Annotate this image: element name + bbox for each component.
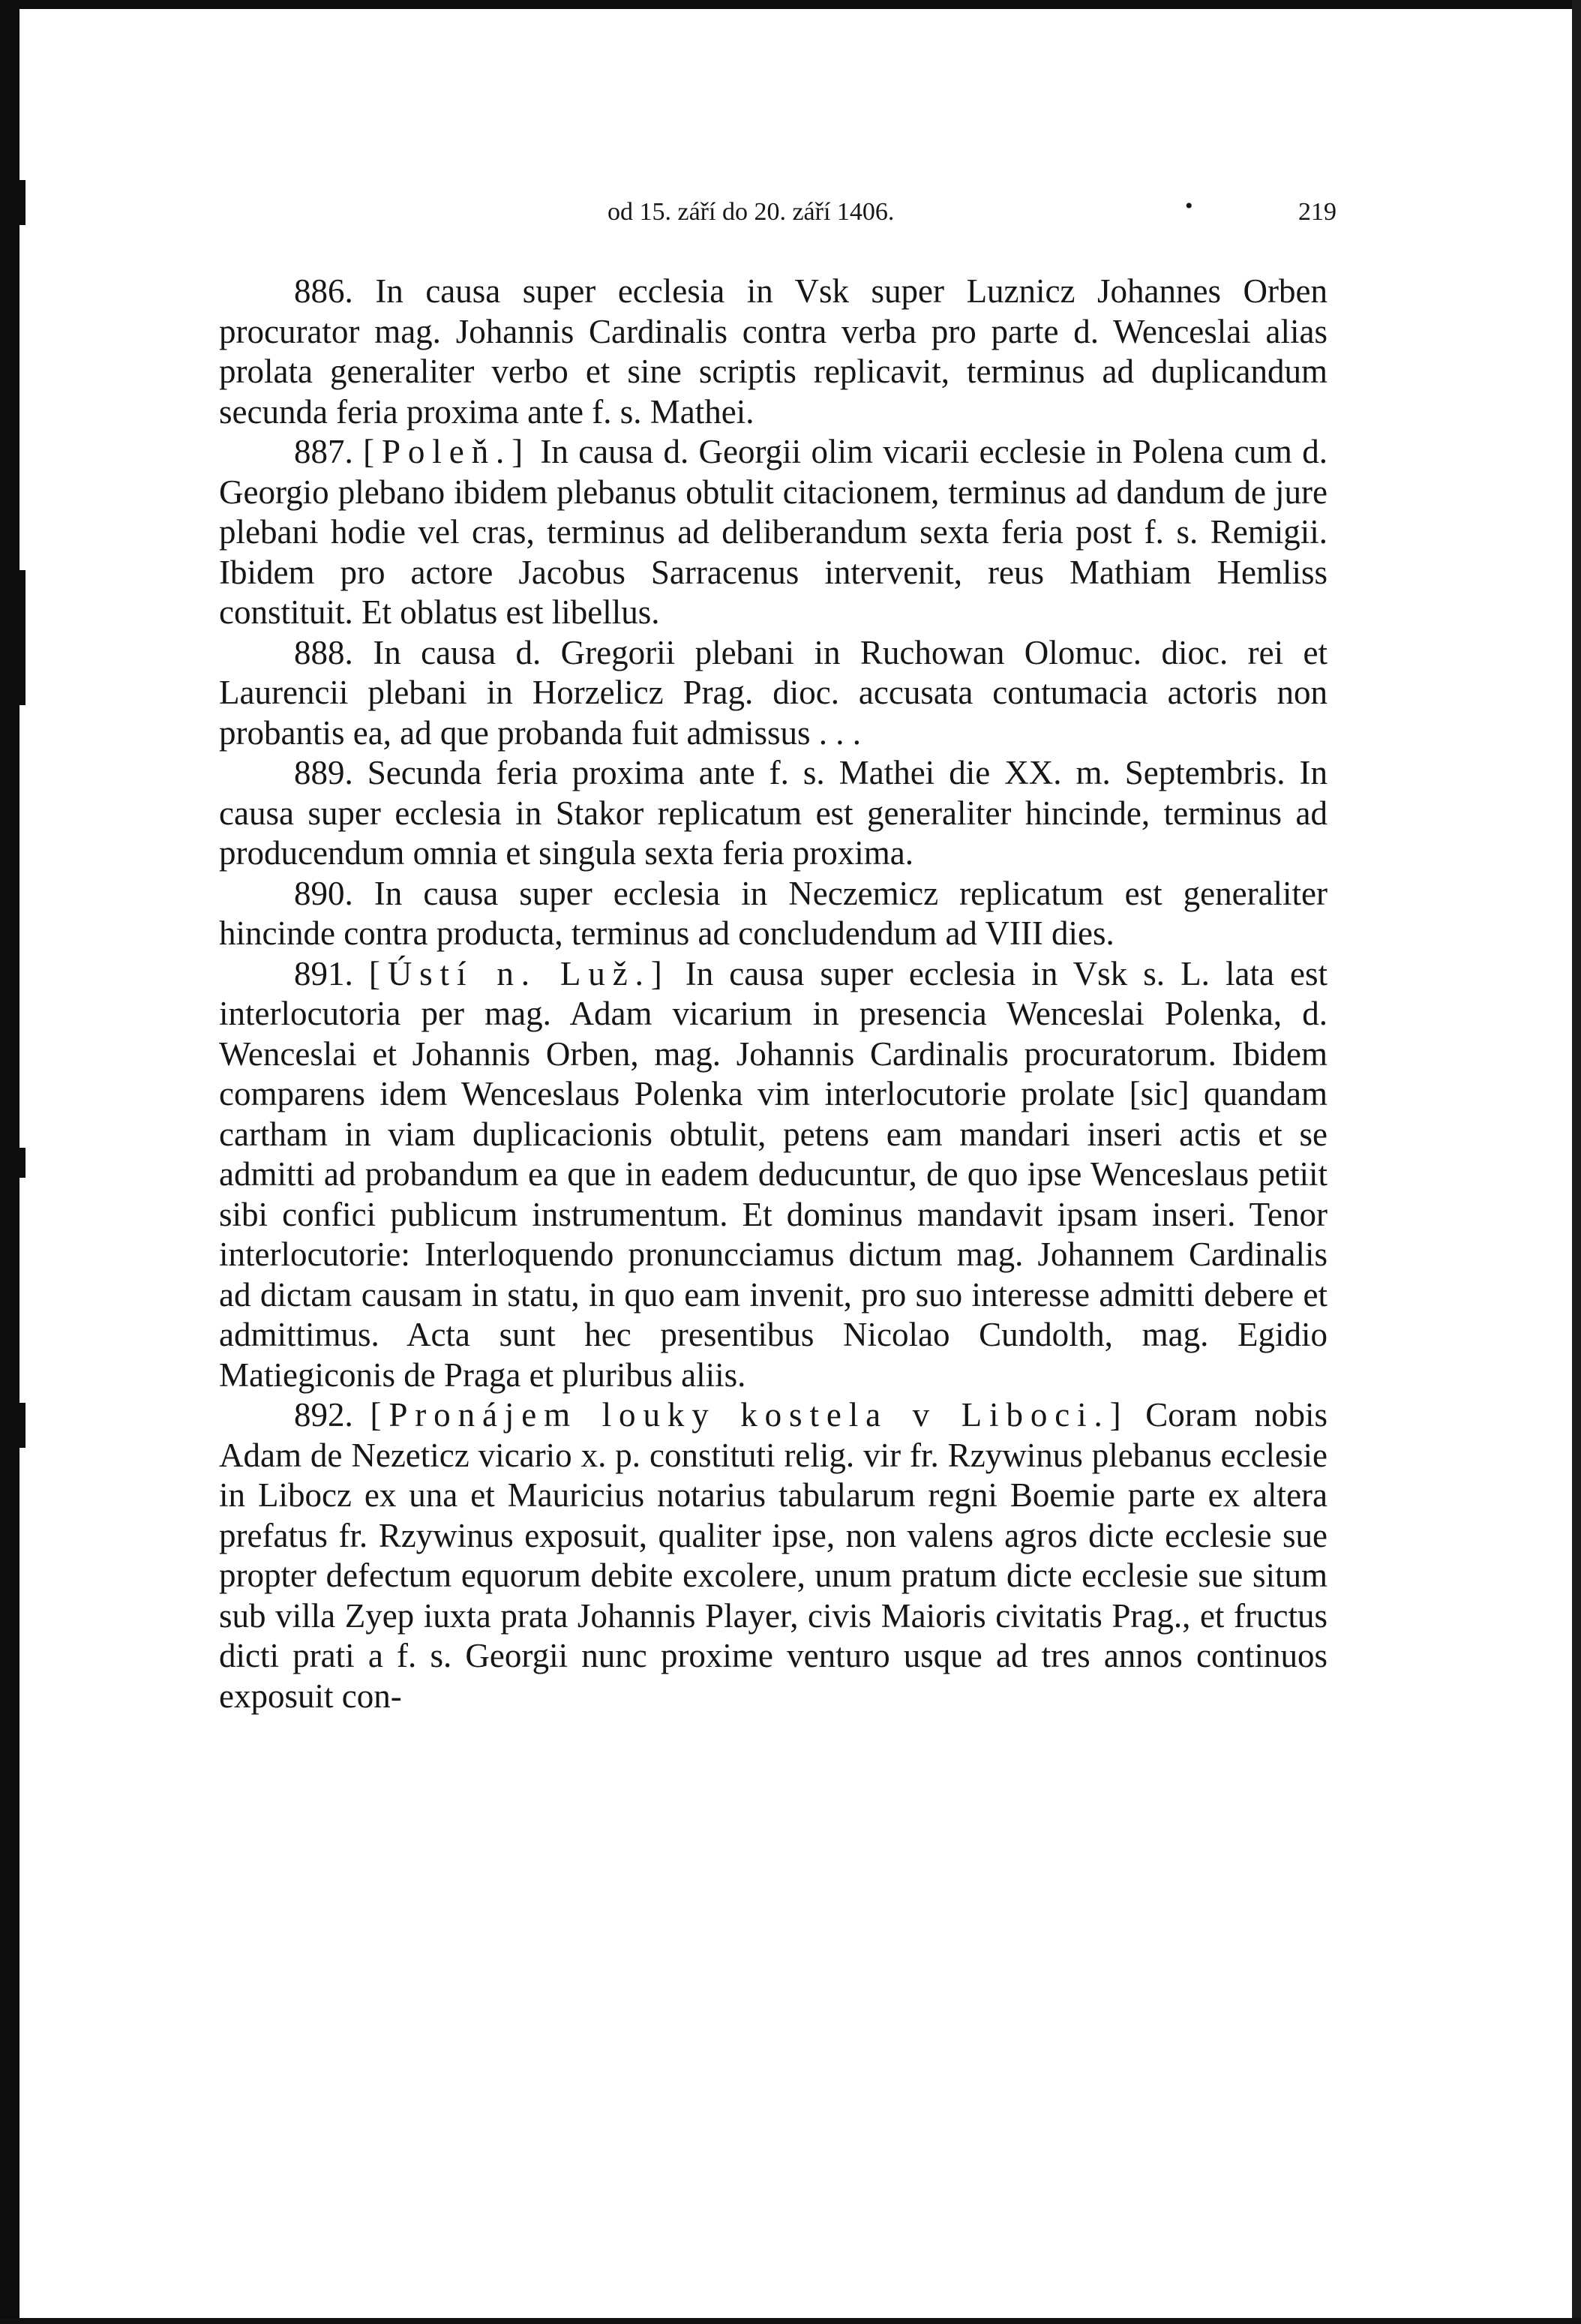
entry-text: Secunda feria proxima ante f. s. Mathei die XX. m. Septembris. In causa super ecclesia in Stakor replicatum est generaliter hincinde, terminus ad producendum omnia et singula sexta feria proxima. (219, 754, 1328, 872)
entry-text: In causa super ecclesia in Neczemicz replicatum est generaliter hincinde contra producta, terminus ad concludendum ad VIII dies. (219, 874, 1328, 952)
entry-title: [Poleň.] (363, 433, 531, 470)
entry-887 (219, 432, 1328, 633)
scan-notch (20, 570, 26, 705)
entry-text: In causa super ecclesia in Vsk super Luznicz Johannes Orben procurator mag. Johannis Cardinalis contra verba pro parte d. Wenceslai alias prolata generaliter verbo et sine scriptis replicavit, terminus ad duplicandum secunda feria proxima ante f. s. Mathei. (219, 272, 1328, 431)
scan-border-left (0, 0, 20, 2324)
entry-889 (219, 753, 1328, 874)
entry-number: 886. (294, 272, 353, 310)
scan-notch (20, 1403, 26, 1448)
scan-border-right (1572, 0, 1581, 2324)
entry-888 (219, 633, 1328, 754)
entry-891 (219, 954, 1328, 1396)
entry-892 (219, 1395, 1328, 1716)
stray-mark: • (1185, 194, 1193, 218)
entry-number: 891. (294, 954, 353, 992)
scan-border-bottom (0, 2318, 1581, 2324)
entry-number: 887. (294, 433, 353, 470)
entry-title: [Pronájem louky kostela v Liboci.] (370, 1396, 1129, 1434)
scan-notch (20, 180, 26, 225)
entry-number: 889. (294, 754, 353, 791)
page-number: 219 (1298, 198, 1336, 226)
entry-text: In causa d. Georgii olim vicarii ecclesie in Polena cum d. Georgio plebano ibidem plebanus obtulit citacionem, terminus ad dandum de jure plebani hodie vel cras, terminus ad deliberandum sexta feria post f. s. Remigii. Ibidem pro actore Jacobus Sarracenus intervenit, reus Mathiam Hemliss constituit. Et oblatus est libellus. (219, 433, 1328, 631)
entry-title: [Ústí n. Luž.] (368, 954, 670, 992)
entry-886 (219, 272, 1328, 432)
entry-text: In causa d. Gregorii plebani in Ruchowan Olomuc. dioc. rei et Laurencii plebani in Horzelicz Prag. dioc. accusata contumacia actoris non probantis ea, ad que probanda fuit admissus . . . (219, 633, 1328, 752)
entry-number: 890. (294, 874, 353, 912)
entry-890 (219, 874, 1328, 954)
body-text (219, 272, 1328, 1716)
running-header (608, 194, 1336, 231)
scan-border-top (0, 0, 1581, 9)
entry-text: Coram nobis Adam de Nezeticz vicario x. p. constituti relig. vir fr. Rzywinus plebanus ecclesie in Libocz ex una et Mauricius notarius tabularum regni Boemie parte ex altera prefatus fr. Rzywinus exposuit, qualiter ipse, non valens agros dicte ecclesie sue propter defectum equorum debite excolere, unum pratum dicte ecclesie sue situm sub villa Zyep iuxta prata Johannis Player, civis Maioris civitatis Prag., et fructus dicti prati a f. s. Georgii nunc proxime venturo usque ad tres annos continuos exposuit con- (219, 1396, 1328, 1715)
entry-text: In causa super ecclesia in Vsk s. L. lata est interlocutoria per mag. Adam vicarium in presencia Wenceslai Polenka, d. Wenceslai et Johannis Orben, mag. Johannis Cardinalis procuratorum. Ibidem comparens idem Wenceslaus Polenka vim interlocutorie prolate [sic] quandam cartham in viam duplicacionis obtulit, petens eam mandari inseri actis et se admitti ad probandum ea que in eadem deducuntur, de quo ipse Wenceslaus petiit sibi confici publicum instrumentum. Et dominus mandavit ipsam inseri. Tenor interlocutorie: Interloquendo pronuncciamus dictum mag. Johannem Cardinalis ad dictam causam in statu, in quo eam invenit, pro suo interesse admitti debere et admittimus. Acta sunt hec presentibus Nicolao Cundolth, mag. Egidio Matiegiconis de Praga et pluribus aliis. (219, 954, 1328, 1394)
entry-number: 892. (294, 1396, 353, 1434)
running-title: od 15. září do 20. září 1406. (608, 198, 895, 226)
scan-notch (20, 1148, 26, 1178)
entry-number: 888. (294, 633, 353, 671)
